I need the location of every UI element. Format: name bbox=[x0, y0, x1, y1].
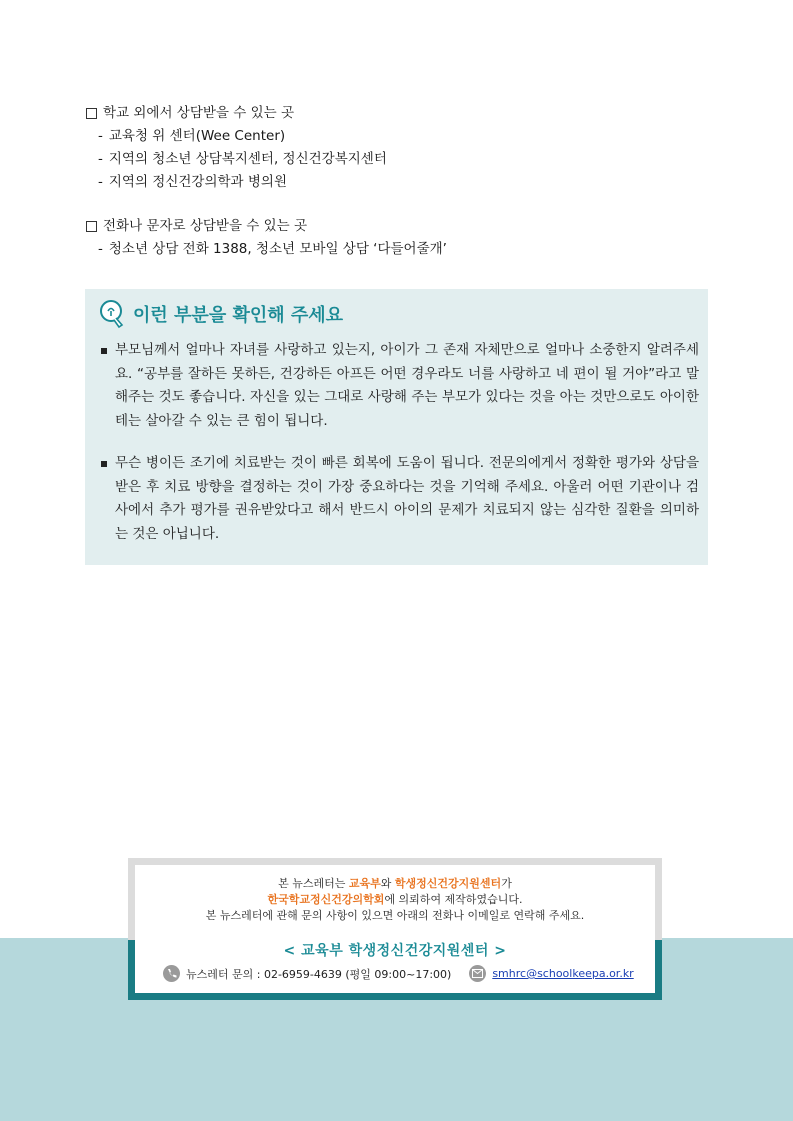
footer-border-right bbox=[655, 940, 662, 1000]
contact-row bbox=[163, 965, 634, 982]
section-heading-text: 학교 외에서 상담받을 수 있는 곳 bbox=[103, 105, 294, 121]
list-item: - 청소년 상담 전화 1388, 청소년 모바일 상담 ‘다들어줄개’ bbox=[98, 241, 447, 257]
phone-label: 뉴스레터 문의 : 02-6959-4639 (평일 09:00~17:00) bbox=[186, 967, 452, 981]
list-item-text: 지역의 청소년 상담복지센터, 정신건강복지센터 bbox=[108, 151, 387, 167]
tip-title-text: 이런 부분을 확인해 주세요 bbox=[133, 305, 344, 326]
footer-info-box bbox=[128, 858, 662, 1000]
footer-org-center: 학생정신건강지원센터 bbox=[394, 877, 502, 890]
tip-bullet-text: 부모님께서 얼마나 자녀를 사랑하고 있는지, 아이가 그 존재 자체만으로 얼마나 소중한지 알려주세요. “공부를 잘하든 못하든, 건강하든 아프든 어떤 경우라도 너를 사랑하고 네 편이 될 거야”라고 말해주는 것도 좋습니다. 자신을 있는 그대로 사랑해 주는 부모가 있다는 것을 아는 것만으로도 아이한테는 살아갈 수 있는 큰 힘이 됩니다. bbox=[115, 342, 699, 429]
tip-box bbox=[85, 289, 708, 565]
phone-icon bbox=[163, 965, 180, 982]
section-heading bbox=[86, 215, 447, 238]
tip-title bbox=[99, 299, 343, 329]
checkbox-square-icon bbox=[86, 221, 97, 232]
footer-line-3: 본 뉴스레터에 관해 문의 사항이 있으면 아래의 전화나 이메일로 연락해 주세요. bbox=[205, 909, 585, 922]
list-item-text: 교육청 위 센터(Wee Center) bbox=[108, 128, 286, 144]
mail-icon bbox=[469, 965, 486, 982]
checkbox-square-icon bbox=[86, 108, 97, 119]
bullet-square-icon bbox=[101, 348, 107, 354]
list-item-text: 청소년 상담 전화 1388, 청소년 모바일 상담 ‘다들어줄개’ bbox=[108, 241, 447, 257]
footer-text: 에 의뢰하여 제작하였습니다. bbox=[384, 893, 523, 906]
tip-bullet bbox=[115, 452, 699, 546]
footer-line-2 bbox=[135, 892, 655, 908]
section-heading-text: 전화나 문자로 상담받을 수 있는 곳 bbox=[103, 218, 308, 234]
footer-org-society: 한국학교정신건강의학회 bbox=[267, 893, 385, 906]
section-outside-school bbox=[86, 102, 387, 194]
footer-text: 본 뉴스레터는 bbox=[278, 877, 349, 890]
footer-text: 와 bbox=[380, 877, 395, 890]
footer-text: 가 bbox=[501, 877, 512, 890]
email-link[interactable]: smhrc@schoolkeepa.or.kr bbox=[492, 967, 634, 980]
section-heading bbox=[86, 102, 387, 125]
footer-border-left bbox=[128, 940, 135, 1000]
tip-bullet bbox=[115, 339, 699, 433]
list-item-text: 지역의 정신건강의학과 병의원 bbox=[108, 174, 287, 190]
footer-org-ministry: 교육부 bbox=[348, 877, 381, 890]
bullet-square-icon bbox=[101, 461, 107, 467]
footer-org-title: < 교육부 학생정신건강지원센터 > bbox=[283, 943, 507, 959]
section-phone-text bbox=[86, 215, 447, 261]
list-item: - 지역의 청소년 상담복지센터, 정신건강복지센터 bbox=[98, 151, 387, 167]
lightbulb-icon bbox=[99, 299, 125, 329]
list-item: - 지역의 정신건강의학과 병의원 bbox=[98, 174, 287, 190]
footer-line-1 bbox=[135, 876, 655, 892]
list-item: - 교육청 위 센터(Wee Center) bbox=[98, 128, 286, 144]
tip-bullet-text: 무슨 병이든 조기에 치료받는 것이 빠른 회복에 도움이 됩니다. 전문의에게서 정확한 평가와 상담을 받은 후 치료 방향을 결정하는 것이 가장 중요하다는 것을 기억해 주세요. 아울러 어떤 기관이나 검사에서 추가 평가를 권유받았다고 해서 반드시 아이의 문제가 치료되지 않는 심각한 질환을 의미하는 것은 아닙니다. bbox=[115, 455, 699, 542]
